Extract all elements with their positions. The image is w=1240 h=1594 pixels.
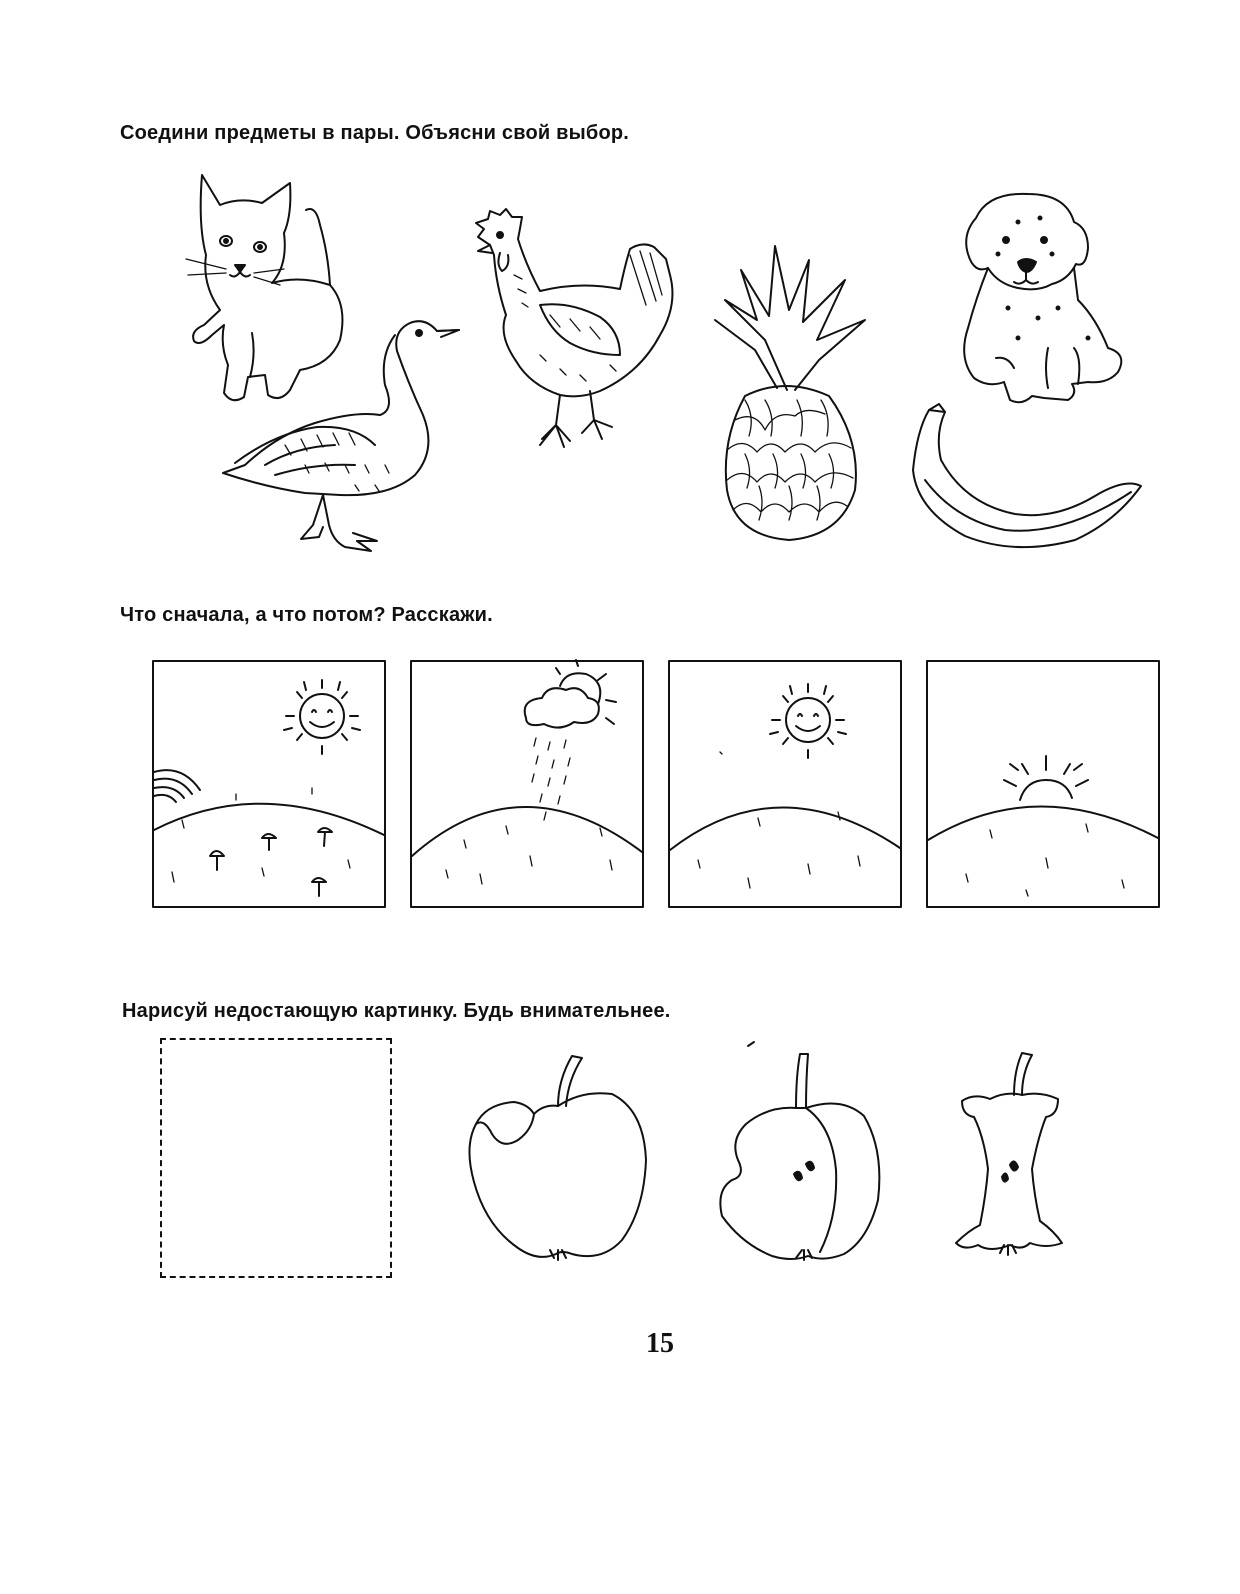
puppy-icon — [948, 188, 1138, 408]
apple-half-eaten-icon — [712, 1040, 892, 1272]
task-pairs-title: Соедини предметы в пары. Объясни свой выбор. — [120, 122, 630, 144]
apple-core-icon — [950, 1045, 1070, 1270]
sequence-panel-rainbow[interactable] — [152, 660, 386, 908]
task-sequence-title: Что сначала, а что потом? Расскажи. — [120, 604, 493, 626]
apple-one-bite-icon — [462, 1050, 652, 1270]
sequence-panel-rain[interactable] — [410, 660, 644, 908]
sequence-panel-sunrise[interactable] — [926, 660, 1160, 908]
task-missing-title: Нарисуй недостающую картинку. Будь внимательнее. — [122, 1000, 671, 1022]
empty-drawing-box[interactable] — [160, 1038, 392, 1278]
page-number: 15 — [646, 1328, 674, 1359]
sequence-panel-sun-high[interactable] — [668, 660, 902, 908]
goose-icon — [205, 315, 475, 570]
hen-icon — [470, 205, 685, 465]
banana-icon — [905, 400, 1150, 560]
pineapple-icon — [705, 240, 870, 545]
